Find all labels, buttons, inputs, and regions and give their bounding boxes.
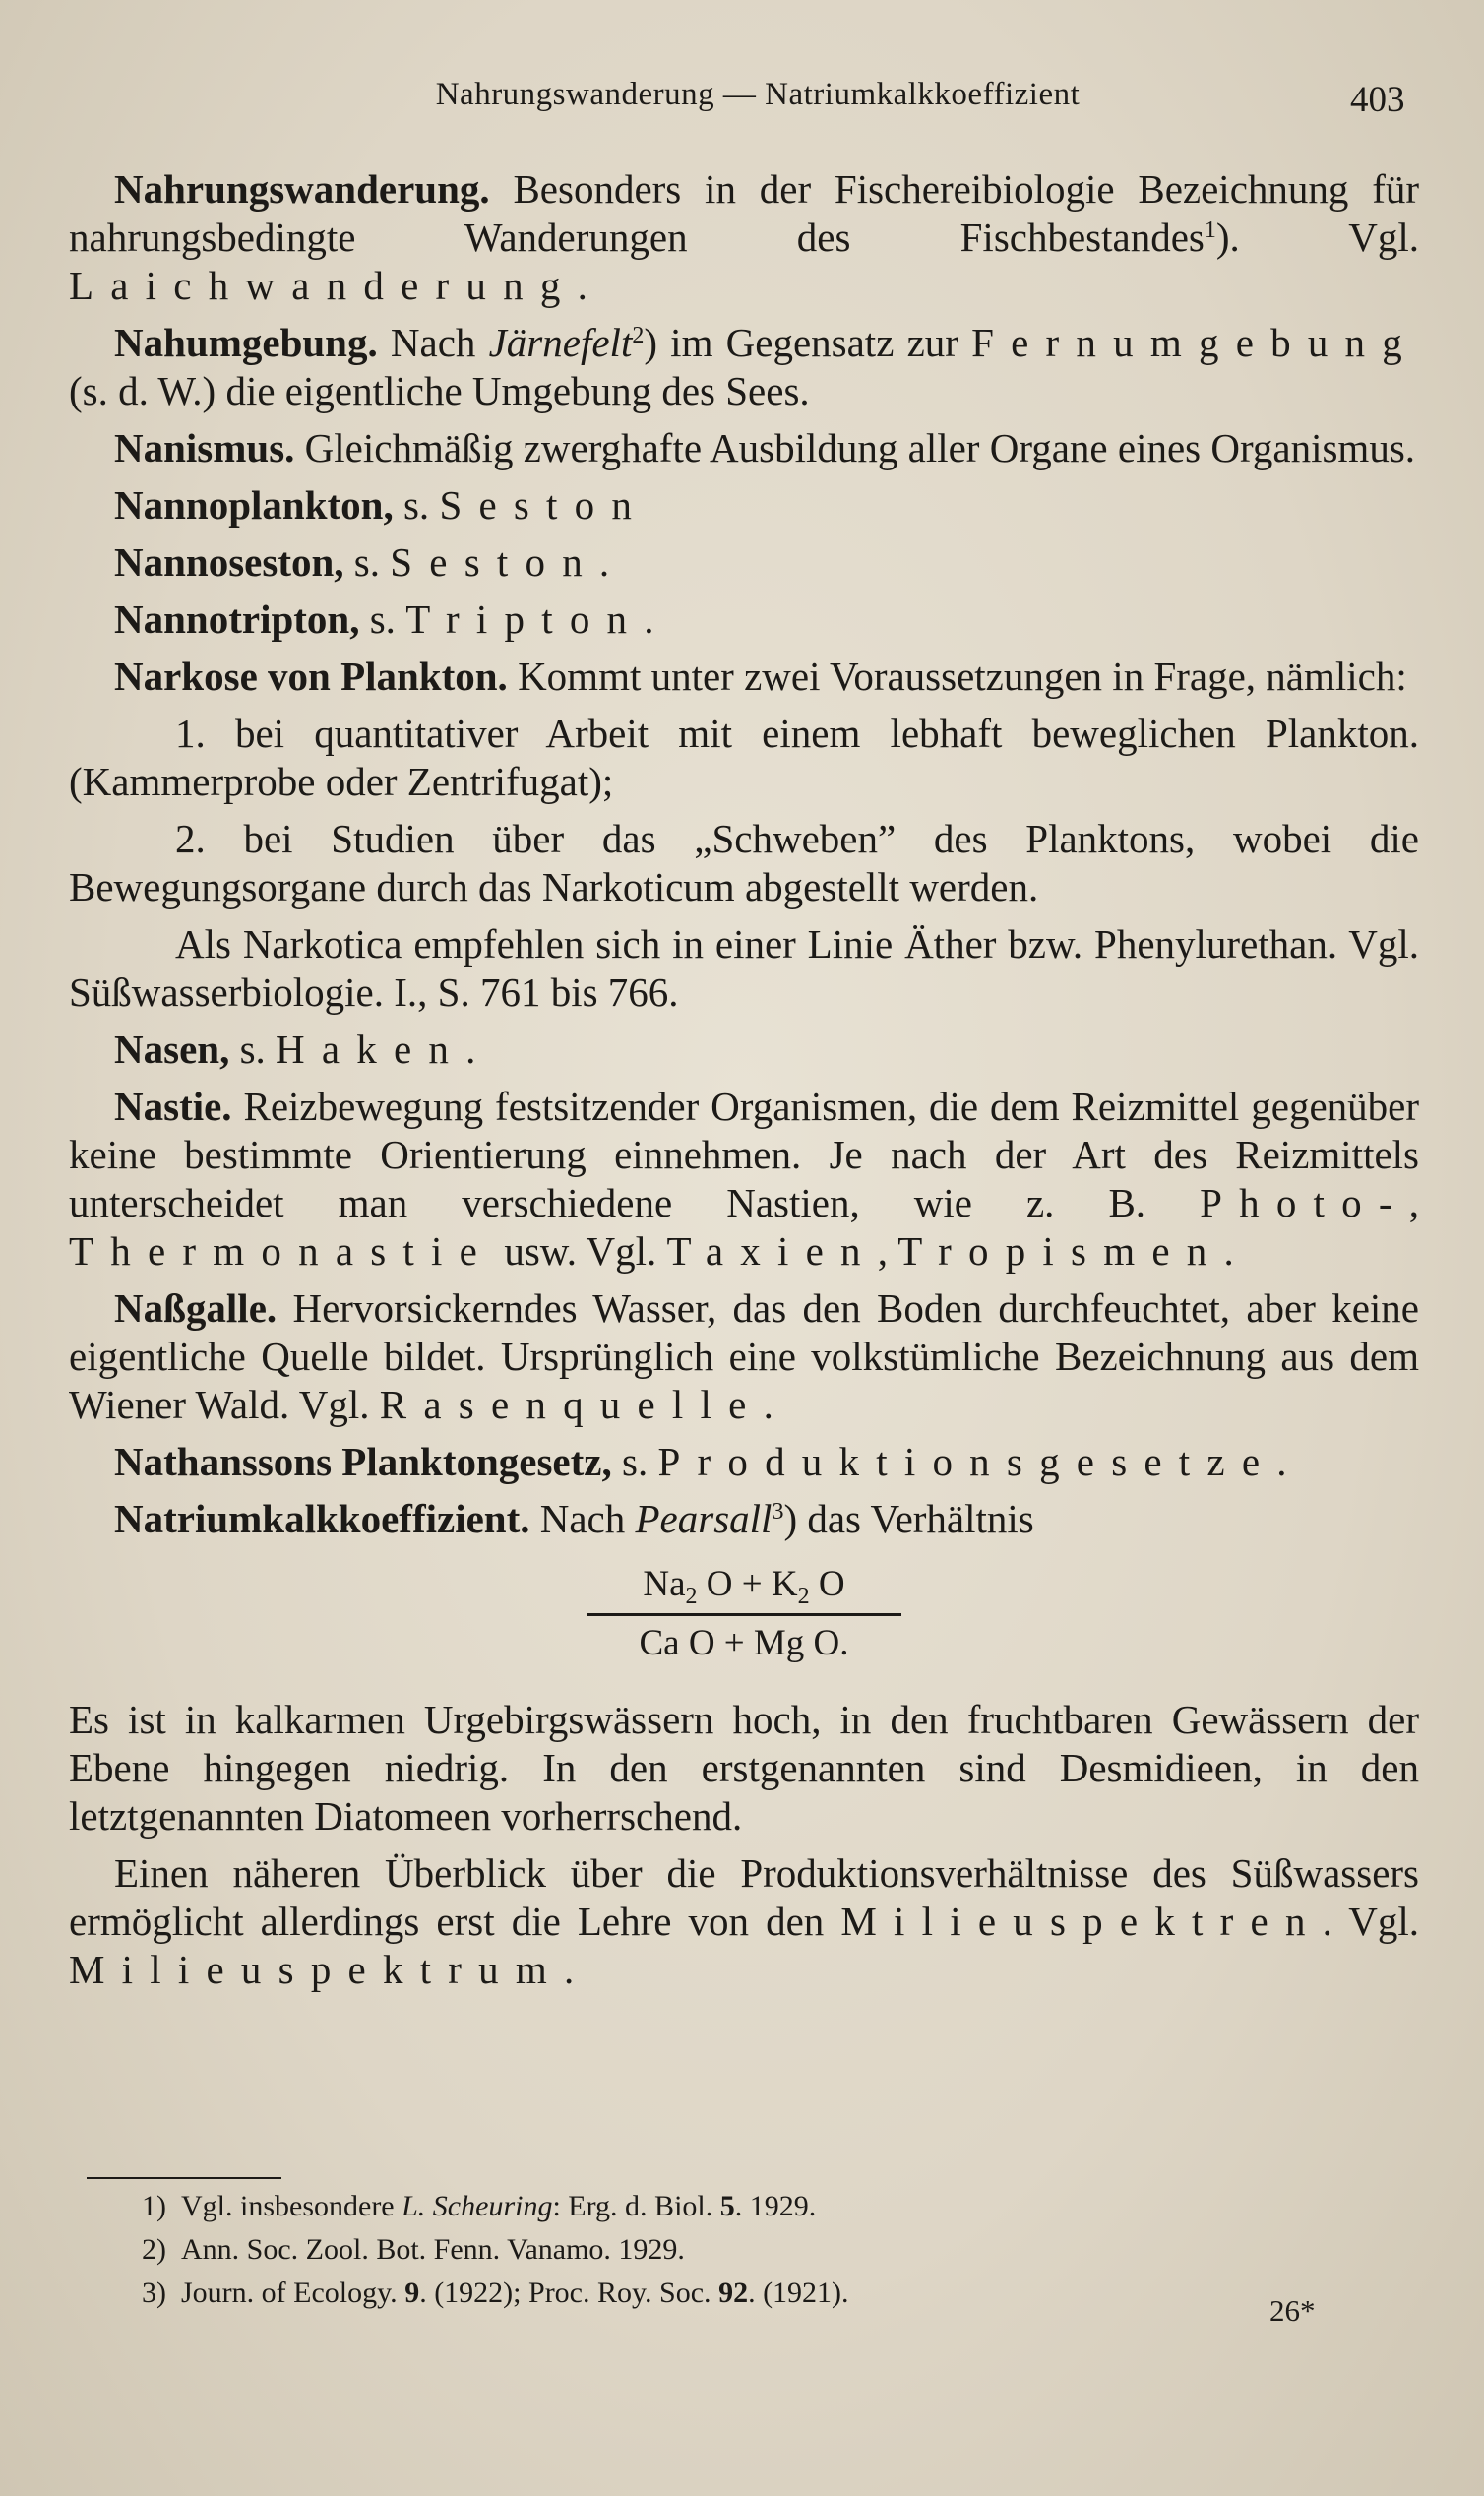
headword: Nanismus.	[114, 425, 295, 470]
footnote-mark: 1)	[142, 2190, 166, 2222]
entry-text: (s. d. W.) die eigentliche Umgebung des Sees.	[69, 368, 810, 413]
entry-text: s.	[343, 539, 391, 585]
headword: Nasen,	[114, 1027, 230, 1072]
entry-text: s.	[229, 1027, 277, 1072]
cross-reference: Produktionsgesetze	[657, 1439, 1277, 1484]
footnote-divider	[87, 2177, 281, 2179]
entry-text: .	[465, 1027, 476, 1072]
footnote-ref: 3	[772, 1499, 784, 1525]
entry-text: Nach	[377, 320, 489, 365]
formula-numerator	[587, 1563, 901, 1616]
entry-text: ). Vgl.	[1215, 215, 1419, 260]
formula-subscript: 2	[797, 1584, 810, 1609]
footnote-text: Ann. Soc. Zool. Bot. Fenn. Vanamo. 1929.	[181, 2233, 685, 2266]
cross-reference: Milieuspektrum	[69, 1947, 564, 1992]
entry-nasen	[69, 1026, 1419, 1074]
entry-text: ,	[877, 1228, 898, 1274]
entry-paragraph	[69, 1849, 1419, 1994]
headword: Nannotripton,	[114, 596, 360, 642]
entry-text: Einen näheren Überblick über die Produktionsverhältnisse des Süßwassers ermöglicht allerdings erst die Lehre von den	[69, 1850, 1419, 1944]
footnote	[142, 2230, 1266, 2270]
headword: Natriumkalkkoeffizient.	[114, 1496, 530, 1541]
footnote-mark: 2)	[142, 2233, 166, 2266]
entry-text: Hervorsickerndes Wasser, das den Boden durchfeuchtet, aber keine eigentliche Quelle bildet. Ursprünglich eine volkstümliche Bezeichnung aus dem Wiener Wald. Vgl.	[69, 1285, 1419, 1427]
author-name: Järnefelt	[488, 320, 633, 365]
footnote-text: . (1922); Proc. Roy. Soc.	[419, 2277, 719, 2309]
footnote	[142, 2274, 1266, 2313]
entry-text: s.	[611, 1439, 658, 1484]
entry-text: s.	[359, 596, 406, 642]
cross-reference: Fernumgebung	[971, 320, 1419, 365]
entry-text: .	[598, 539, 610, 585]
ratio-formula	[587, 1563, 901, 1664]
volume-number: 92	[718, 2277, 749, 2309]
footnote-text: : Erg. d. Biol.	[552, 2190, 720, 2222]
entry-nanismus	[69, 424, 1419, 472]
entry-text: ) das Verhältnis	[783, 1496, 1034, 1541]
entry-text: s.	[393, 482, 440, 528]
cross-reference: Taxien	[666, 1228, 878, 1274]
entry-text: ) im Gegensatz zur	[644, 320, 972, 365]
list-item: 1. bei quantitativer Arbeit mit einem lebhaft beweglichen Plankton. (Kammerprobe oder Zentrifugat);	[69, 711, 1419, 804]
entry-paragraph: Es ist in kalkarmen Urgebirgswässern hoch, in den fruchtbaren Gewässern der Ebene hingegen niedrig. In den erstgenannten sind Desmidieen, in den letztgenannten Diatomeen vorherrschend.	[69, 1697, 1419, 1839]
list-item: 2. bei Studien über das „Schweben” des Planktons, wobei die Bewegungsorgane durch das Narkoticum abgestellt werden.	[69, 816, 1419, 909]
entry-natriumkalkkoeffizient	[69, 1495, 1419, 1543]
entry-narkose-von-plankton	[69, 653, 1419, 701]
entry-text: . Vgl.	[1322, 1899, 1419, 1944]
entry-text: Reizbewegung festsitzender Organismen, die dem Reizmittel gegenüber keine bestimmte Orientierung einnehmen. Je nach der Art des Reizmittels unterscheidet man verschiedene Nastien, wie z. B.	[69, 1084, 1419, 1225]
entry-text: ,	[1408, 1180, 1419, 1225]
headword: Naßgalle.	[114, 1285, 278, 1331]
headword: Nahrungswanderung.	[114, 166, 490, 212]
cross-reference: Tropismen	[897, 1228, 1224, 1274]
entry-text: Kommt unter zwei Voraussetzungen in Frage, nämlich:	[507, 654, 1407, 699]
headword: Nahumgebung.	[114, 320, 378, 365]
signature-mark: 26*	[1269, 2293, 1316, 2328]
headword: Nastie.	[114, 1084, 232, 1129]
author-name: Pearsall	[635, 1496, 773, 1541]
cross-reference: Haken	[276, 1027, 466, 1072]
entry-text: Besonders in der Fischereibiologie Bezeichnung für nahrungsbedingte Wanderungen des Fischbestandes	[69, 166, 1419, 260]
entry-nannoseston	[69, 538, 1419, 587]
footnotes	[142, 2187, 1266, 2317]
formula-term: O + K	[697, 1564, 798, 1604]
formula-term: O	[809, 1564, 845, 1604]
cross-reference: Rasenquelle	[379, 1382, 764, 1427]
page-number: 403	[1350, 80, 1405, 120]
footnote	[142, 2187, 1266, 2226]
footnote-text: . (1921).	[748, 2277, 849, 2309]
headword: Nannoseston,	[114, 539, 344, 585]
cross-reference: Thermonastie	[69, 1228, 495, 1274]
footnote-ref: 2	[632, 323, 645, 348]
volume-number: 9	[404, 2277, 420, 2309]
page-body	[69, 165, 1419, 2003]
entry-nassgalle	[69, 1284, 1419, 1429]
running-head: Nahrungswanderung — Natriumkalkkoeffizient	[435, 77, 1081, 112]
entry-text: .	[1276, 1439, 1287, 1484]
entry-text: .	[1223, 1228, 1234, 1274]
headword: Narkose von Plankton.	[114, 654, 508, 699]
cross-reference: Laichwanderung	[69, 263, 578, 308]
footnote-ref: 1	[1204, 218, 1216, 243]
footnote-text: Journ. of Ecology.	[181, 2277, 405, 2309]
author-name: L. Scheuring	[402, 2190, 553, 2222]
footnote-text: . 1929.	[734, 2190, 817, 2222]
entry-text: .	[577, 263, 587, 308]
footnote-text: Vgl. insbesondere	[181, 2190, 402, 2222]
headword: Nannoplankton,	[114, 482, 394, 528]
entry-text: .	[763, 1382, 773, 1427]
entry-text: Gleichmäßig zwerghafte Ausbildung aller Organe eines Organismus.	[294, 425, 1416, 470]
headword: Nathanssons Planktongesetz,	[114, 1439, 612, 1484]
entry-nastie	[69, 1083, 1419, 1276]
cross-reference: Seston	[439, 482, 649, 528]
entry-text: Nach	[529, 1496, 636, 1541]
entry-paragraph: Als Narkotica empfehlen sich in einer Linie Äther bzw. Phenylurethan. Vgl. Süßwasserbiologie. I., S. 761 bis 766.	[69, 921, 1419, 1015]
entry-text: .	[564, 1947, 575, 1992]
cross-reference: Tripton	[405, 596, 645, 642]
entry-nannoplankton	[69, 481, 1419, 530]
entry-nathanssons-planktongesetz	[69, 1438, 1419, 1486]
entry-nahumgebung	[69, 319, 1419, 415]
cross-reference: Seston	[390, 539, 599, 585]
formula-subscript: 2	[685, 1584, 698, 1609]
volume-number: 5	[719, 2190, 735, 2222]
formula-denominator: Ca O + Mg O.	[639, 1623, 849, 1663]
entry-text: .	[644, 596, 654, 642]
cross-reference: Photo-	[1200, 1180, 1409, 1225]
cross-reference: Milieuspektren	[840, 1899, 1323, 1944]
entry-text: usw. Vgl.	[494, 1228, 667, 1274]
entry-nahrungswanderung	[69, 165, 1419, 310]
footnote-mark: 3)	[142, 2277, 166, 2309]
formula-term: Na	[643, 1564, 686, 1604]
entry-nannotripton	[69, 595, 1419, 644]
